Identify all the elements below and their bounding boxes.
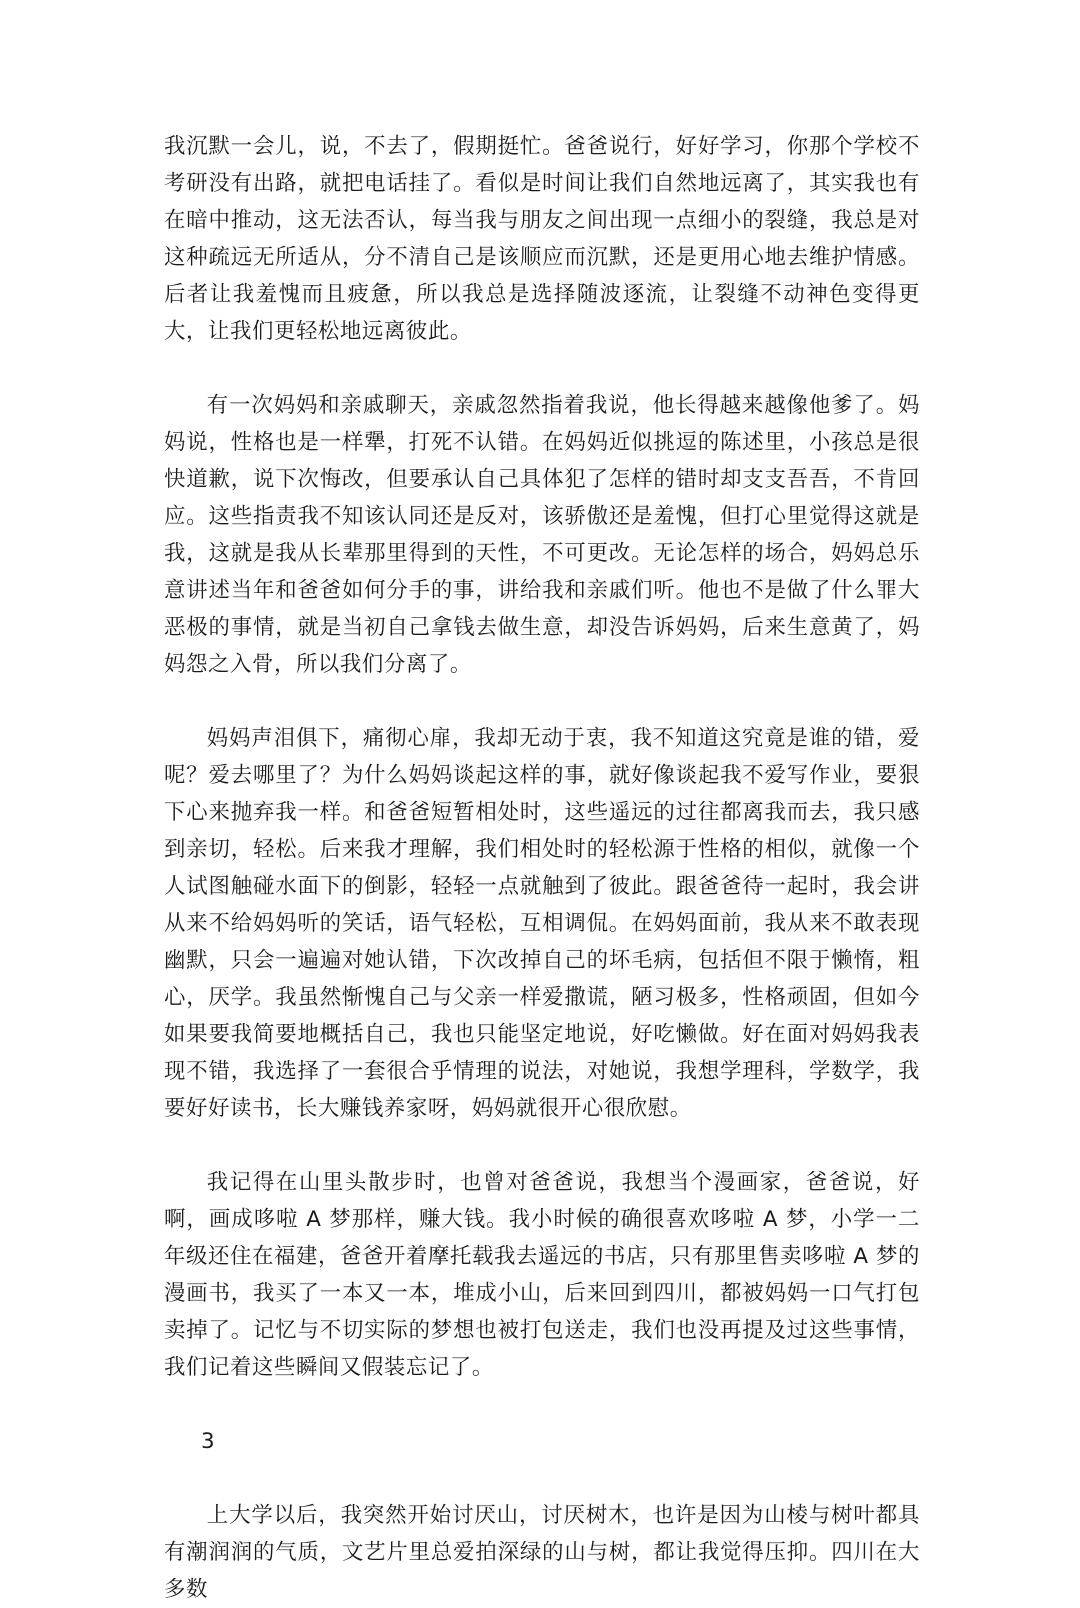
- paragraph-5: 上大学以后，我突然开始讨厌山，讨厌树木，也许是因为山棱与树叶都具有潮润润的气质，文艺片里总爱拍深绿的山与树，都让我觉得压抑。四川在大多数: [164, 1503, 920, 1602]
- paragraph-3: 妈妈声泪俱下，痛彻心扉，我却无动于衷，我不知道这究竟是谁的错，爱呢？爱去哪里了？为什么妈妈谈起这样的事，就好像谈起我不爱写作业，要狠下心来抛弃我一样。和爸爸短暂相处时，这些遥远的过往都离我而去，我只感到亲切，轻松。后来我才理解，我们相处时的轻松源于性格的相似，就像一个人试图触碰水面下的倒影，轻轻一点就触到了彼此。跟爸爸待一起时，我会讲从来不给妈妈听的笑话，语气轻松，互相调侃。在妈妈面前，我从来不敢表现幽默，只会一遍遍对她认错，下次改掉自己的坏毛病，包括但不限于懒惰，粗心，厌学。我虽然惭愧自己与父亲一样爱撒谎，陋习极多，性格顽固，但如今如果要我简要地概括自己，我也只能坚定地说，好吃懒做。好在面对妈妈我表现不错，我选择了一套很合乎情理的说法，对她说，我想学理科，学数学，我要好好读书，长大赚钱养家呀，妈妈就很开心很欣慰。: [164, 726, 920, 1121]
- paragraph-4: 我记得在山里头散步时，也曾对爸爸说，我想当个漫画家，爸爸说，好啊，画成哆啦 A 梦那样，赚大钱。我小时候的确很喜欢哆啦 A 梦，小学一二年级还住在福建，爸爸开着摩托载我去遥远的书店，只有那里售卖哆啦 A 梦的漫画书，我买了一本又一本，堆成小山，后来回到四川，都被妈妈一口气打包卖掉了。记忆与不切实际的梦想也被打包送走，我们也没再提及过这些事情，我们记着这些瞬间又假装忘记了。: [164, 1170, 920, 1380]
- paragraph-1: 我沉默一会儿，说，不去了，假期挺忙。爸爸说行，好好学习，你那个学校不考研没有出路，就把电话挂了。看似是时间让我们自然地远离了，其实我也有在暗中推动，这无法否认，每当我与朋友之间出现一点细小的裂缝，我总是对这种疏远无所适从，分不清自己是该顺应而沉默，还是更用心地去维护情感。后者让我羞愧而且疲惫，所以我总是选择随波逐流，让裂缝不动神色变得更大，让我们更轻松地远离彼此。: [164, 134, 920, 344]
- article-body: [164, 128, 920, 1608]
- section-number: 3: [201, 1429, 216, 1454]
- paragraph-2: 有一次妈妈和亲戚聊天，亲戚忽然指着我说，他长得越来越像他爹了。妈妈说，性格也是一样犟，打死不认错。在妈妈近似挑逗的陈述里，小孩总是很快道歉，说下次悔改，但要承认自己具体犯了怎样的错时却支支吾吾，不肯回应。这些指责我不知该认同还是反对，该骄傲还是羞愧，但打心里觉得这就是我，这就是我从长辈那里得到的天性，不可更改。无论怎样的场合，妈妈总乐意讲述当年和爸爸如何分手的事，讲给我和亲戚们听。他也不是做了什么罪大恶极的事情，就是当初自己拿钱去做生意，却没告诉妈妈，后来生意黄了，妈妈怨之入骨，所以我们分离了。: [164, 393, 920, 677]
